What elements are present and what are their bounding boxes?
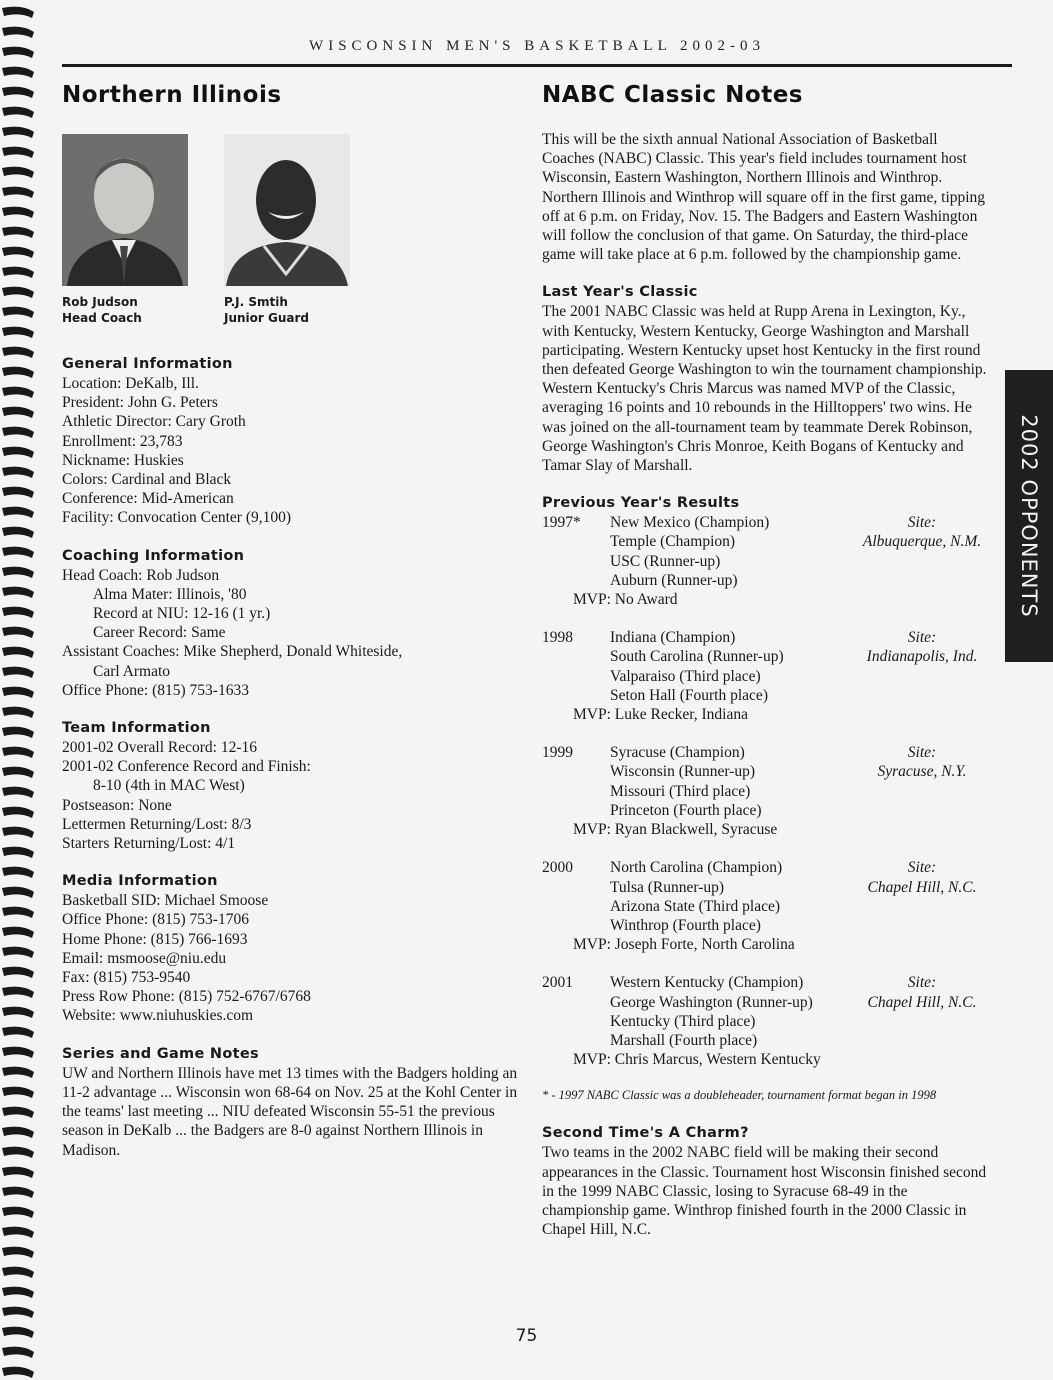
spiral-coil xyxy=(2,567,34,578)
media-line: Email: msmoose@niu.edu xyxy=(62,949,227,967)
nabc-intro: This will be the sixth annual National Association of Basketball Coaches (NABC) Classic. This year's field includes tournament host Wisconsin, Eastern Washington, Northern Illinois and Winthrop. Northern Illinois and Winthrop will square off in the first game, tipping off at 6 p.m. on Friday, Nov. 15. The Badgers and Eastern Washington will follow the conclusion of that game. On Saturday, the third-place game will take place at 6 p.m. followed by the championship game. xyxy=(542,131,986,264)
spiral-coil xyxy=(2,1267,34,1278)
spiral-coil xyxy=(2,187,34,198)
page-number: 75 xyxy=(515,1326,538,1346)
result-row xyxy=(542,571,992,590)
spiral-coil xyxy=(2,967,34,978)
last-year-heading: Last Year's Classic xyxy=(542,284,698,301)
result-year-label: 2001 xyxy=(542,974,573,992)
player-name: P.J. Smtih xyxy=(224,295,288,309)
site-value: Syracuse, N.Y. xyxy=(877,763,967,781)
spiral-coil xyxy=(2,347,34,358)
spiral-coil xyxy=(2,867,34,878)
postseason: Postseason: None xyxy=(62,796,172,814)
spiral-coil xyxy=(2,587,34,598)
spiral-coil xyxy=(2,1167,34,1178)
result-year-label xyxy=(542,647,610,666)
previous-results xyxy=(542,493,992,1103)
result-mvp: MVP: No Award xyxy=(573,591,678,609)
result-year-label xyxy=(542,686,610,705)
result-year-label xyxy=(542,762,610,781)
spiral-coil xyxy=(2,127,34,138)
spiral-coil xyxy=(2,67,34,78)
result-year-label xyxy=(542,667,610,686)
spiral-binding xyxy=(0,0,40,1380)
spiral-coil xyxy=(2,1247,34,1258)
spiral-coil xyxy=(2,1307,34,1318)
second-time-charm xyxy=(542,1123,992,1239)
lettermen: Lettermen Returning/Lost: 8/3 xyxy=(62,815,252,833)
result-team: Kentucky (Third place) xyxy=(610,1012,756,1030)
result-year-label xyxy=(542,1012,610,1031)
result-year xyxy=(542,513,992,609)
spiral-coil xyxy=(2,787,34,798)
result-team: Indiana (Champion) xyxy=(610,629,736,647)
spiral-coil xyxy=(2,367,34,378)
general-line: Nickname: Huskies xyxy=(62,451,184,469)
result-team: Auburn (Runner-up) xyxy=(610,571,738,589)
general-information xyxy=(62,354,522,528)
result-year-label xyxy=(542,552,610,571)
spiral-coil xyxy=(2,147,34,158)
spiral-coil xyxy=(2,7,34,18)
result-team: Wisconsin (Runner-up) xyxy=(610,763,755,781)
spiral-coil xyxy=(2,1147,34,1158)
starters: Starters Returning/Lost: 4/1 xyxy=(62,835,236,853)
spiral-coil xyxy=(2,87,34,98)
header-rule xyxy=(62,64,1012,67)
site-value: Chapel Hill, N.C. xyxy=(867,993,977,1011)
result-row xyxy=(542,552,992,571)
conference-record: 2001-02 Conference Record and Finish: xyxy=(62,758,311,776)
site-label: Site: xyxy=(907,974,937,992)
site-label: Site: xyxy=(907,514,937,532)
media-line: Press Row Phone: (815) 752-6767/6768 xyxy=(62,988,311,1006)
result-row xyxy=(542,1012,992,1031)
spiral-coil xyxy=(2,1127,34,1138)
site-value xyxy=(852,667,992,686)
spiral-coil xyxy=(2,327,34,338)
spiral-coil xyxy=(2,987,34,998)
spiral-coil xyxy=(2,387,34,398)
spiral-coil xyxy=(2,447,34,458)
spiral-coil xyxy=(2,407,34,418)
result-team: Princeton (Fourth place) xyxy=(610,801,762,819)
site-value: Indianapolis, Ind. xyxy=(866,648,978,666)
result-year xyxy=(542,743,992,839)
spiral-coil xyxy=(2,627,34,638)
result-row xyxy=(542,878,992,897)
spiral-coil xyxy=(2,747,34,758)
team-information-heading: Team Information xyxy=(62,720,211,737)
spiral-coil xyxy=(2,847,34,858)
result-team: Western Kentucky (Champion) xyxy=(610,974,804,992)
second-time-heading: Second Time's A Charm? xyxy=(542,1125,749,1142)
spiral-coil xyxy=(2,707,34,718)
general-line: President: John G. Peters xyxy=(62,394,218,412)
result-year-label xyxy=(542,571,610,590)
spiral-coil xyxy=(2,647,34,658)
result-row xyxy=(542,667,992,686)
site-value xyxy=(852,686,992,705)
result-year xyxy=(542,973,992,1069)
result-row xyxy=(542,762,992,781)
general-line: Athletic Director: Cary Groth xyxy=(62,413,246,431)
result-row xyxy=(542,743,992,762)
series-notes-text: UW and Northern Illinois have met 13 times with the Badgers holding an 11-2 advantage ... Wisconsin won 68-64 on Nov. 25 at the Kohl Center in the teams' last meeting ... NIU defeated Wisconsin 55-51 the previous season in DeKalb ... the Badgers are 8-0 against Northern Illinois in Madison. xyxy=(62,1064,518,1159)
coach-name: Rob Judson xyxy=(62,295,138,309)
result-row xyxy=(542,628,992,647)
result-row xyxy=(542,973,992,992)
result-team: New Mexico (Champion) xyxy=(610,514,770,532)
record-at-niu: Record at NIU: 12-16 (1 yr.) xyxy=(93,605,271,623)
assistant-coaches: Assistant Coaches: Mike Shepherd, Donald Whiteside, xyxy=(62,643,403,661)
media-line: Basketball SID: Michael Smoose xyxy=(62,892,269,910)
result-row xyxy=(542,686,992,705)
coaching-information xyxy=(62,546,522,700)
results-list xyxy=(542,513,992,1069)
coach-caption xyxy=(62,294,142,326)
media-information-heading: Media Information xyxy=(62,873,218,890)
northern-illinois-column xyxy=(62,80,522,1178)
spiral-coil xyxy=(2,667,34,678)
spiral-coil xyxy=(2,27,34,38)
result-year-label xyxy=(542,897,610,916)
result-year xyxy=(542,628,992,724)
spiral-coil xyxy=(2,47,34,58)
media-line: Fax: (815) 753-9540 xyxy=(62,969,191,987)
coach-office-phone: Office Phone: (815) 753-1633 xyxy=(62,681,249,699)
media-line: Website: www.niuhuskies.com xyxy=(62,1007,254,1025)
result-mvp: MVP: Luke Recker, Indiana xyxy=(573,706,748,724)
result-team: Arizona State (Third place) xyxy=(610,897,780,915)
team-information xyxy=(62,718,522,853)
spiral-coil xyxy=(2,1087,34,1098)
spiral-coil xyxy=(2,1187,34,1198)
spiral-coil xyxy=(2,1007,34,1018)
result-year-label xyxy=(542,801,610,820)
spiral-coil xyxy=(2,487,34,498)
result-year xyxy=(542,858,992,954)
site-value xyxy=(852,782,992,801)
site-label: Site: xyxy=(907,629,937,647)
alma-mater: Alma Mater: Illinois, '80 xyxy=(93,585,247,603)
general-information-heading: General Information xyxy=(62,356,233,372)
series-notes xyxy=(62,1044,522,1160)
general-line: Conference: Mid-American xyxy=(62,490,234,508)
spiral-coil xyxy=(2,767,34,778)
spiral-coil xyxy=(2,1367,34,1378)
series-notes-heading: Series and Game Notes xyxy=(62,1045,259,1062)
result-year-label xyxy=(542,532,610,551)
result-row xyxy=(542,801,992,820)
result-year-label: 2000 xyxy=(542,859,573,877)
spiral-coil xyxy=(2,727,34,738)
spiral-coil xyxy=(2,427,34,438)
result-row xyxy=(542,916,992,935)
spiral-coil xyxy=(2,887,34,898)
spiral-coil xyxy=(2,607,34,618)
result-year-label xyxy=(542,993,610,1012)
result-row xyxy=(542,1031,992,1050)
result-team: Syracuse (Champion) xyxy=(610,744,745,762)
player-photo xyxy=(224,134,350,286)
spiral-coil xyxy=(2,1227,34,1238)
career-record: Career Record: Same xyxy=(93,624,226,642)
spiral-coil xyxy=(2,507,34,518)
coaching-information-heading: Coaching Information xyxy=(62,547,245,564)
spiral-coil xyxy=(2,907,34,918)
result-row xyxy=(542,532,992,551)
result-team: Seton Hall (Fourth place) xyxy=(610,686,768,704)
result-team: Valparaiso (Third place) xyxy=(610,667,761,685)
side-tab-label: 2002 OPPONENTS xyxy=(1017,414,1041,618)
site-value xyxy=(852,897,992,916)
spiral-coil xyxy=(2,807,34,818)
running-head: WISCONSIN MEN'S BASKETBALL 2002-03 xyxy=(309,38,765,54)
result-row xyxy=(542,858,992,877)
northern-illinois-title: Northern Illinois xyxy=(62,82,282,108)
spiral-coil xyxy=(2,827,34,838)
spiral-coil xyxy=(2,1047,34,1058)
spiral-coil xyxy=(2,1287,34,1298)
general-line: Enrollment: 23,783 xyxy=(62,432,183,450)
result-team: USC (Runner-up) xyxy=(610,552,721,570)
spiral-coil xyxy=(2,1067,34,1078)
media-line: Office Phone: (815) 753-1706 xyxy=(62,911,249,929)
result-mvp: MVP: Ryan Blackwell, Syracuse xyxy=(573,821,778,839)
player-role: Junior Guard xyxy=(224,311,310,325)
spiral-coil xyxy=(2,527,34,538)
result-team: Temple (Champion) xyxy=(610,533,736,551)
second-time-text: Two teams in the 2002 NABC field will be making their second appearances in the Classic. Tournament host Wisconsin finished second in the 1999 NABC Classic, losing to Syracuse 68-49 in the championship game. Winthrop finished fourth in the 2000 Classic in Chapel Hill, N.C. xyxy=(542,1144,987,1239)
previous-results-heading: Previous Year's Results xyxy=(542,495,740,512)
result-team: Tulsa (Runner-up) xyxy=(610,878,725,896)
spiral-coil xyxy=(2,1027,34,1038)
conference-finish: 8-10 (4th in MAC West) xyxy=(93,777,245,795)
site-value xyxy=(852,571,992,590)
spiral-coil xyxy=(2,167,34,178)
spiral-coil xyxy=(2,267,34,278)
site-value xyxy=(852,801,992,820)
spiral-coil xyxy=(2,1107,34,1118)
spiral-coil xyxy=(2,547,34,558)
media-line: Home Phone: (815) 766-1693 xyxy=(62,930,248,948)
site-value xyxy=(852,552,992,571)
site-label: Site: xyxy=(907,744,937,762)
result-year-label xyxy=(542,782,610,801)
result-mvp: MVP: Chris Marcus, Western Kentucky xyxy=(573,1051,821,1069)
media-information xyxy=(62,871,522,1025)
result-year-label: 1999 xyxy=(542,744,573,762)
site-value: Chapel Hill, N.C. xyxy=(867,878,977,896)
general-line: Location: DeKalb, Ill. xyxy=(62,375,199,392)
coach-photo xyxy=(62,134,188,286)
last-year-classic xyxy=(542,282,992,475)
result-team: South Carolina (Runner-up) xyxy=(610,648,784,666)
result-row xyxy=(542,897,992,916)
spiral-coil xyxy=(2,947,34,958)
spiral-coil xyxy=(2,687,34,698)
general-line: Facility: Convocation Center (9,100) xyxy=(62,509,292,527)
result-year-label xyxy=(542,878,610,897)
player-caption xyxy=(224,294,309,326)
result-year-label: 1997* xyxy=(542,514,581,532)
site-value xyxy=(852,1012,992,1031)
result-team: George Washington (Runner-up) xyxy=(610,993,813,1011)
overall-record: 2001-02 Overall Record: 12-16 xyxy=(62,739,257,757)
spiral-coil xyxy=(2,467,34,478)
nabc-column xyxy=(542,80,992,1257)
result-team: Missouri (Third place) xyxy=(610,782,751,800)
spiral-coil xyxy=(2,1347,34,1358)
result-team: North Carolina (Champion) xyxy=(610,859,783,877)
head-coach: Head Coach: Rob Judson xyxy=(62,566,220,584)
spiral-coil xyxy=(2,307,34,318)
result-team: Winthrop (Fourth place) xyxy=(610,916,761,934)
site-label: Site: xyxy=(907,859,937,877)
assistant-coaches-cont: Carl Armato xyxy=(93,662,171,680)
side-tab xyxy=(1005,370,1053,662)
spiral-coil xyxy=(2,1207,34,1218)
result-year-label: 1998 xyxy=(542,629,573,647)
spiral-coil xyxy=(2,227,34,238)
result-year-label xyxy=(542,916,610,935)
result-mvp: MVP: Joseph Forte, North Carolina xyxy=(573,936,795,954)
site-value xyxy=(852,916,992,935)
spiral-coil xyxy=(2,247,34,258)
spiral-coil xyxy=(2,207,34,218)
result-row xyxy=(542,513,992,532)
result-year-label xyxy=(542,1031,610,1050)
result-row xyxy=(542,993,992,1012)
spiral-coil xyxy=(2,927,34,938)
photos xyxy=(62,134,522,354)
spiral-coil xyxy=(2,287,34,298)
site-value xyxy=(852,1031,992,1050)
result-team: Marshall (Fourth place) xyxy=(610,1031,758,1049)
spiral-coil xyxy=(2,107,34,118)
last-year-text: The 2001 NABC Classic was held at Rupp Arena in Lexington, Ky., with Kentucky, Western Kentucky, George Washington and Marshall participating. Western Kentucky upset host Kentucky in the first round then defeated George Washington to win the tournament championship. Western Kentucky's Chris Marcus was named MVP of the Classic, averaging 16 points and 10 rebounds in the Hilltoppers' two wins. He was joined on the all-tournament team by teammate Derek Robinson, George Washington's Chris Monroe, Keith Bogans of Kentucky and Tamar Slay of Marshall. xyxy=(542,303,987,475)
site-value: Albuquerque, N.M. xyxy=(862,533,982,551)
nabc-title: NABC Classic Notes xyxy=(542,82,803,108)
result-row xyxy=(542,647,992,666)
result-row xyxy=(542,782,992,801)
coach-role: Head Coach xyxy=(62,311,142,325)
results-footnote: * - 1997 NABC Classic was a doubleheader, tournament format began in 1998 xyxy=(542,1088,937,1103)
general-line: Colors: Cardinal and Black xyxy=(62,471,232,489)
